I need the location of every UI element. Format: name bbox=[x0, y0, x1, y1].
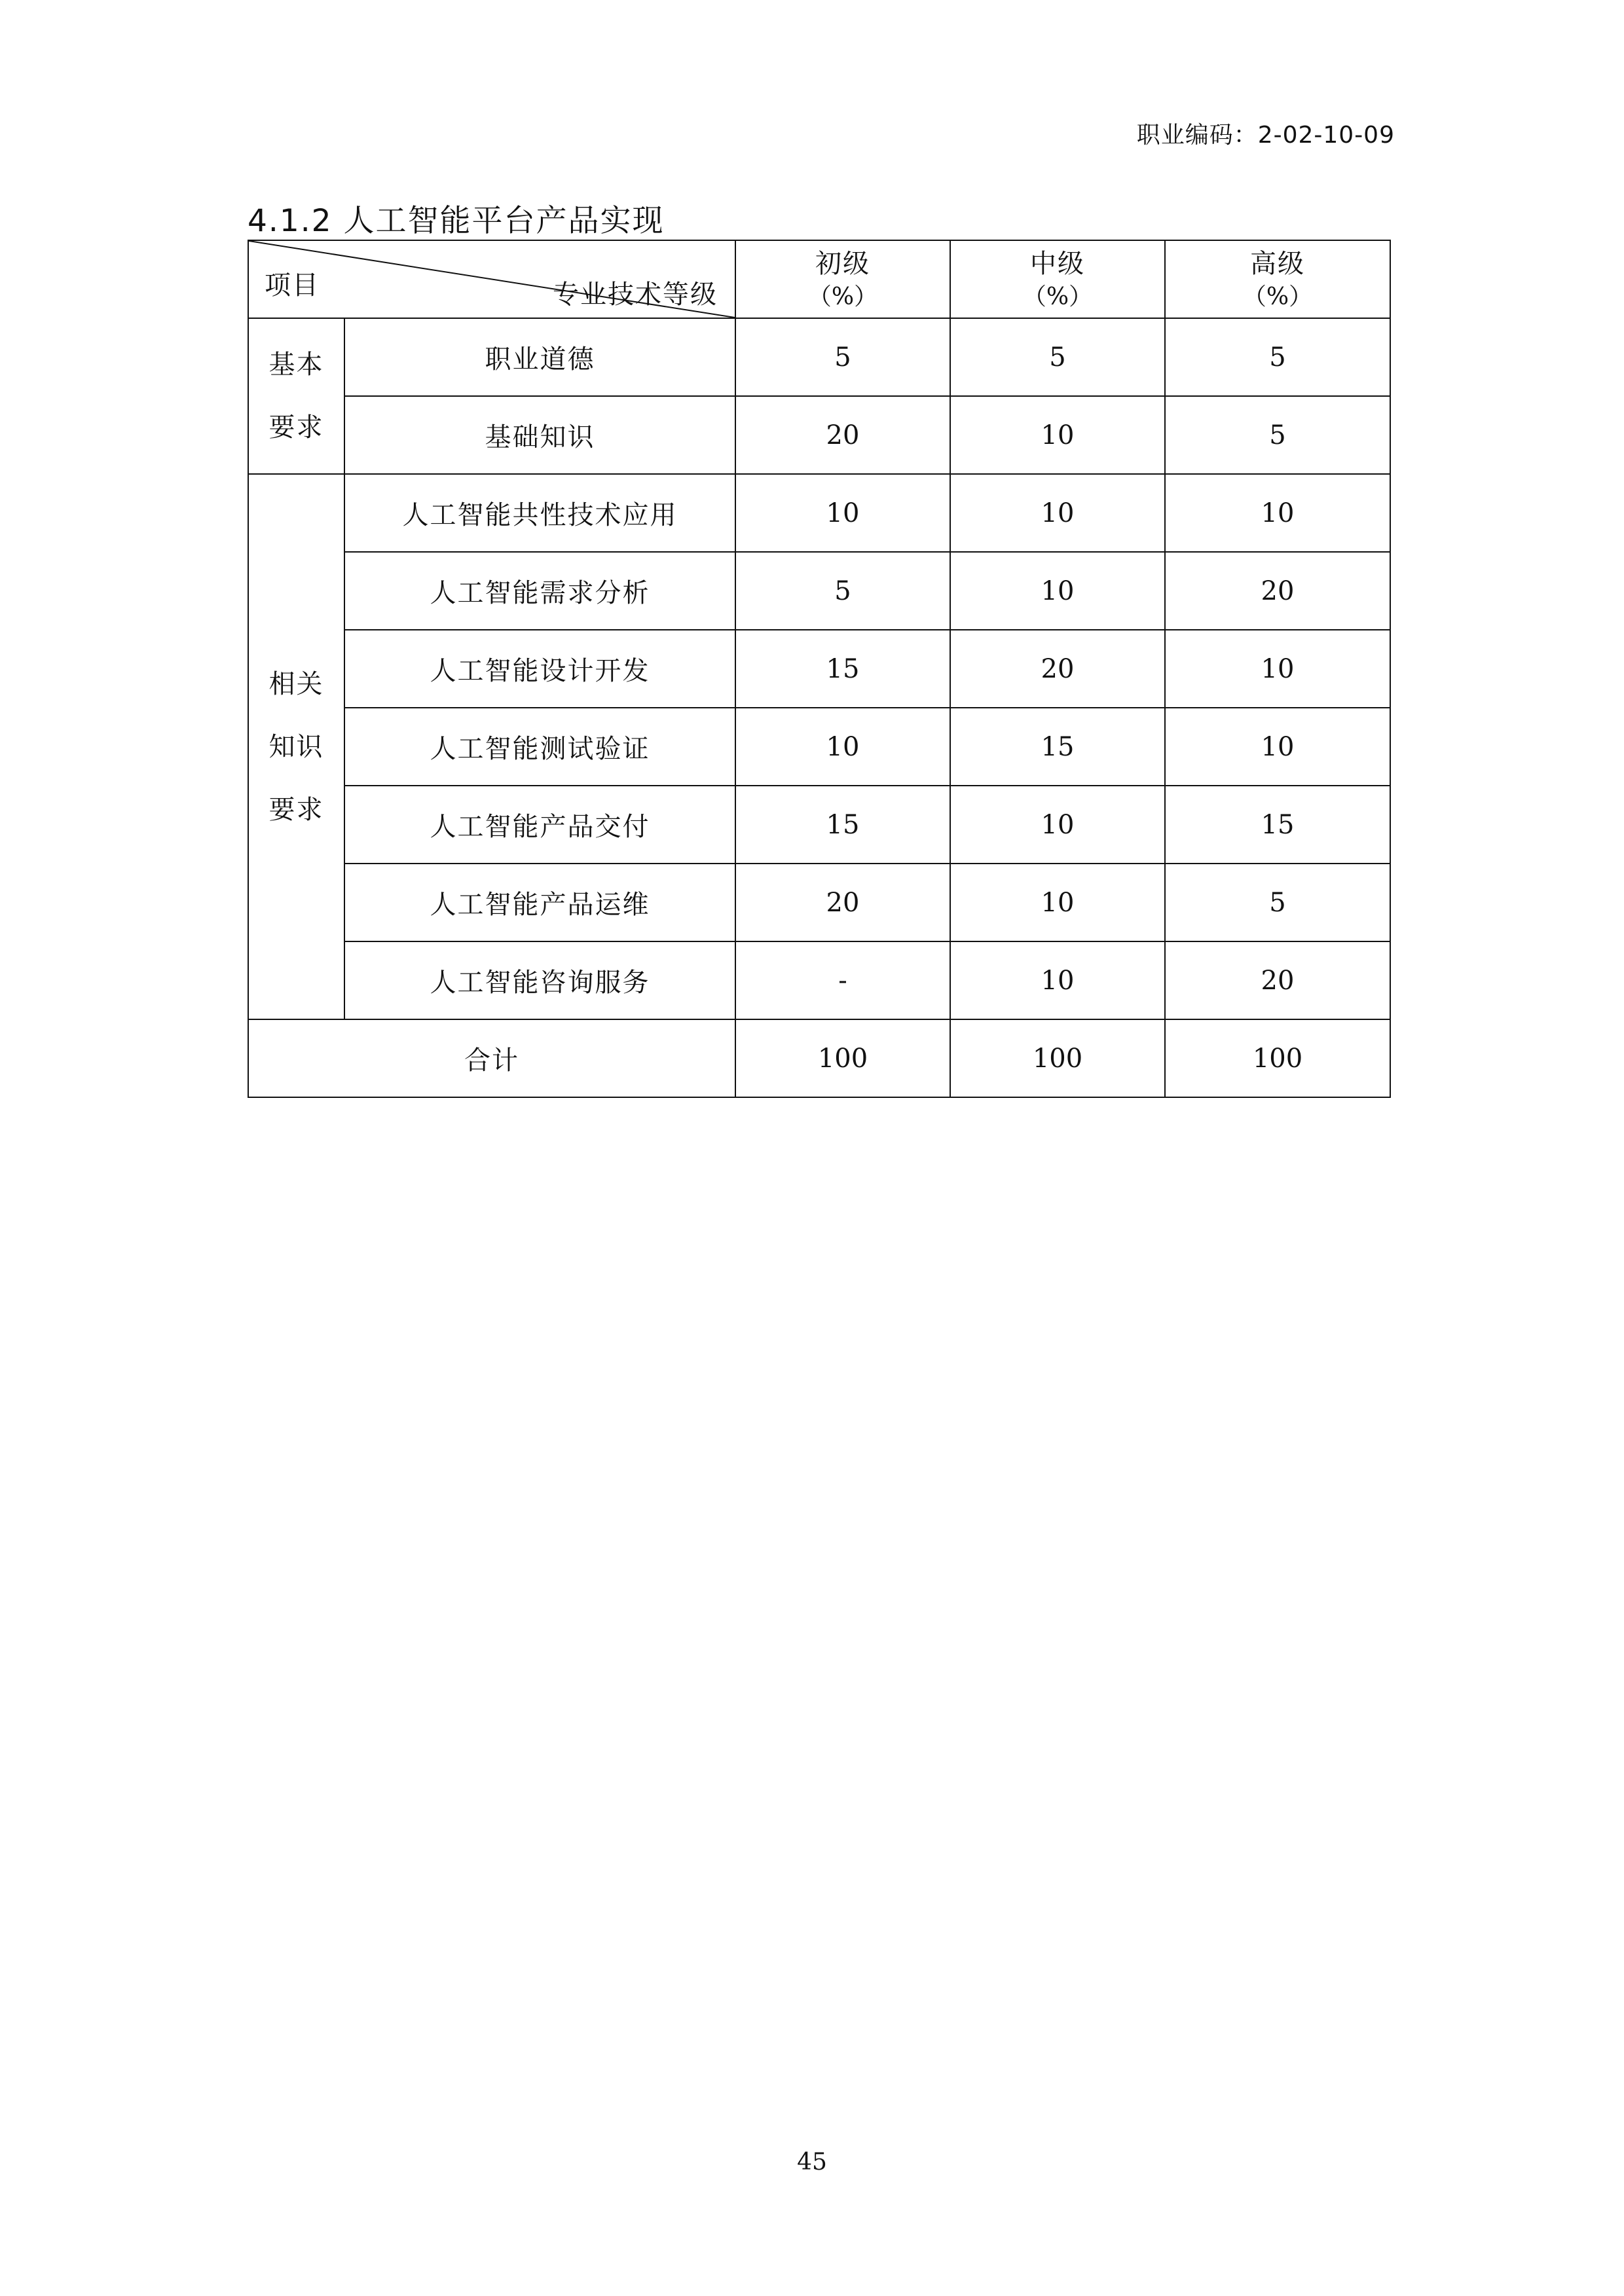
item-cell: 人工智能产品交付 bbox=[344, 786, 735, 864]
value-cell: 10 bbox=[1165, 474, 1390, 552]
level-header-cell bbox=[735, 240, 950, 318]
page-number: 45 bbox=[797, 2149, 827, 2176]
item-cell: 基础知识 bbox=[344, 396, 735, 474]
value-cell: 15 bbox=[950, 708, 1165, 786]
corner-label-level: 专业技术等级 bbox=[553, 280, 718, 310]
value-cell: 5 bbox=[1165, 318, 1390, 396]
item-cell: 职业道德 bbox=[344, 318, 735, 396]
item-cell: 人工智能咨询服务 bbox=[344, 941, 735, 1019]
total-row bbox=[248, 1019, 1390, 1097]
table-header-row bbox=[248, 240, 1390, 318]
table-row bbox=[248, 474, 1390, 552]
value-cell: 10 bbox=[950, 396, 1165, 474]
level-header-cell bbox=[950, 240, 1165, 318]
corner-cell bbox=[248, 240, 735, 318]
value-cell: 20 bbox=[735, 864, 950, 941]
value-cell: 10 bbox=[1165, 708, 1390, 786]
value-cell: 10 bbox=[735, 474, 950, 552]
category-label: 知识 bbox=[268, 731, 324, 762]
total-label: 合计 bbox=[248, 1019, 735, 1097]
value-cell: 5 bbox=[1165, 396, 1390, 474]
value-cell: 20 bbox=[1165, 941, 1390, 1019]
table-row bbox=[248, 864, 1390, 941]
table-row bbox=[248, 941, 1390, 1019]
value-cell: 10 bbox=[950, 552, 1165, 630]
value-cell: 10 bbox=[950, 941, 1165, 1019]
value-cell: 15 bbox=[1165, 786, 1390, 864]
table-row bbox=[248, 630, 1390, 708]
total-value-cell: 100 bbox=[950, 1019, 1165, 1097]
total-value-cell: 100 bbox=[1165, 1019, 1390, 1097]
table-row bbox=[248, 318, 1390, 396]
value-cell: 15 bbox=[735, 630, 950, 708]
category-label: 相关 bbox=[268, 668, 324, 699]
value-cell: - bbox=[735, 941, 950, 1019]
category-cell bbox=[248, 318, 344, 474]
total-value-cell: 100 bbox=[735, 1019, 950, 1097]
level-unit: （%） bbox=[807, 283, 878, 311]
item-cell: 人工智能需求分析 bbox=[344, 552, 735, 630]
item-cell: 人工智能测试验证 bbox=[344, 708, 735, 786]
table-row bbox=[248, 708, 1390, 786]
category-label: 基本 bbox=[268, 350, 324, 380]
item-cell: 人工智能产品运维 bbox=[344, 864, 735, 941]
value-cell: 5 bbox=[1165, 864, 1390, 941]
section-title: 4.1.2 人工智能平台产品实现 bbox=[248, 203, 665, 239]
value-cell: 20 bbox=[950, 630, 1165, 708]
level-label: 高级 bbox=[1250, 249, 1305, 280]
category-label: 要求 bbox=[268, 794, 324, 825]
item-cell: 人工智能设计开发 bbox=[344, 630, 735, 708]
level-header-cell bbox=[1165, 240, 1390, 318]
value-cell: 5 bbox=[735, 552, 950, 630]
table-row bbox=[248, 786, 1390, 864]
level-label: 中级 bbox=[1030, 249, 1085, 280]
level-unit: （%） bbox=[1242, 283, 1313, 311]
value-cell: 10 bbox=[735, 708, 950, 786]
weight-table bbox=[248, 240, 1391, 1098]
occupation-code: 职业编码：2-02-10-09 bbox=[1136, 122, 1395, 149]
value-cell: 20 bbox=[1165, 552, 1390, 630]
table-row bbox=[248, 552, 1390, 630]
value-cell: 20 bbox=[735, 396, 950, 474]
value-cell: 15 bbox=[735, 786, 950, 864]
table-row bbox=[248, 396, 1390, 474]
value-cell: 10 bbox=[950, 786, 1165, 864]
value-cell: 10 bbox=[1165, 630, 1390, 708]
value-cell: 10 bbox=[950, 864, 1165, 941]
value-cell: 5 bbox=[735, 318, 950, 396]
category-label: 要求 bbox=[268, 412, 324, 443]
value-cell: 5 bbox=[950, 318, 1165, 396]
value-cell: 10 bbox=[950, 474, 1165, 552]
level-label: 初级 bbox=[815, 249, 870, 280]
level-unit: （%） bbox=[1022, 283, 1093, 311]
corner-label-item: 项目 bbox=[265, 270, 320, 301]
item-cell: 人工智能共性技术应用 bbox=[344, 474, 735, 552]
category-cell bbox=[248, 474, 344, 1019]
